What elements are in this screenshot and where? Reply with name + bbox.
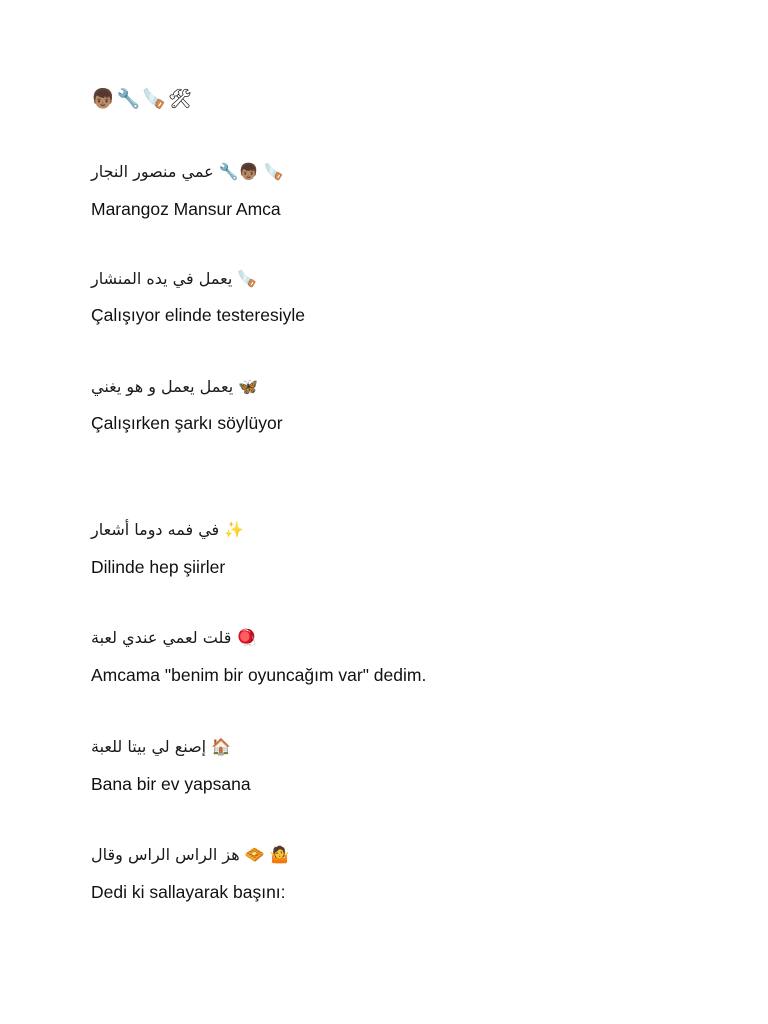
verse-3-turkish: Çalışırken şarkı söylüyor (91, 413, 283, 433)
verse-2-arabic: 🪚 يعمل في يده المنشار (91, 269, 258, 288)
verse-7-turkish: Dedi ki sallayarak başını: (91, 882, 286, 902)
verse-6-turkish: Bana bir ev yapsana (91, 774, 251, 794)
verse-1-turkish: Marangoz Mansur Amca (91, 199, 281, 219)
verse-4-arabic: ✨ في فمه دوما أشعار (91, 520, 245, 539)
verse-2-turkish: Çalışıyor elinde testeresiyle (91, 305, 305, 325)
verse-7-arabic: 🤷 🧇 هز الراس الراس وقال (91, 845, 290, 864)
verse-4-turkish: Dilinde hep şiirler (91, 557, 226, 577)
verse-6-arabic: 🏠 إصنع لي بيتا للعبة (91, 737, 232, 756)
header-emoji-row: 👦🏽🔧🪚🛠 (91, 89, 195, 110)
verse-3-arabic: 🦋 يعمل يعمل و هو يغني (91, 377, 259, 396)
verse-1-arabic: 🪚 👦🏽🔧 عمي منصور النجار (91, 162, 284, 181)
verse-5-turkish: Amcama "benim bir oyuncağım var" dedim. (91, 665, 427, 685)
verse-5-arabic: 🪀 قلت لعمي عندي لعبة (91, 628, 257, 647)
